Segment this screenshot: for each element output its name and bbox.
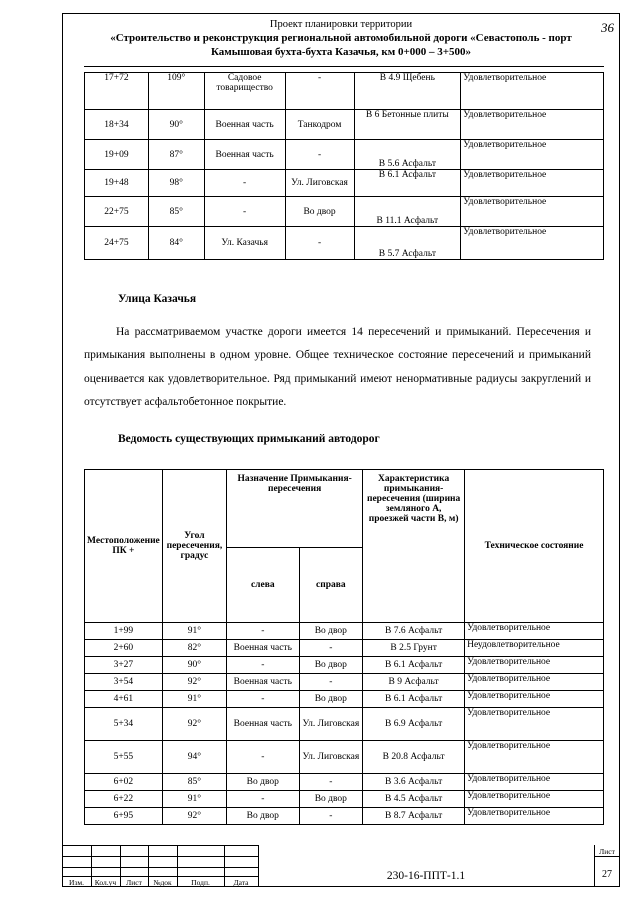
table1-cell: Ул. Казачья <box>204 227 285 260</box>
table2-cell: В 6.1 Асфальт <box>363 657 465 674</box>
table2-cell: Удовлетворительное <box>465 808 604 825</box>
document-code: 230-16-ППТ-1.1 <box>386 870 466 882</box>
junctions-table <box>84 469 604 825</box>
page-header <box>62 18 620 59</box>
table1-cell: - <box>204 197 285 227</box>
table1-row <box>85 227 604 260</box>
table2-cell: 82° <box>162 640 226 657</box>
sheet-number: 27 <box>602 869 612 880</box>
table2-cell: 92° <box>162 808 226 825</box>
table2-cell: Неудовлетворительное <box>465 640 604 657</box>
table2-cell: 92° <box>162 674 226 691</box>
table1-cell: В 5.6 Асфальт <box>354 140 461 170</box>
table2-cell: - <box>299 808 363 825</box>
header-left: слева <box>227 548 299 623</box>
table1-cell: Удовлетворительное <box>461 73 604 110</box>
table2-cell: В 20.8 Асфальт <box>363 741 465 774</box>
table1-cell: Удовлетворительное <box>461 197 604 227</box>
table1-cell: Военная часть <box>204 140 285 170</box>
table2-cell: Удовлетворительное <box>465 708 604 741</box>
table2-cell: Во двор <box>227 774 299 791</box>
table2-cell: 91° <box>162 791 226 808</box>
table2-cell: Военная часть <box>227 640 299 657</box>
table2-cell: Военная часть <box>227 674 299 691</box>
table2-cell: 6+22 <box>85 791 163 808</box>
header-right: справа <box>299 548 363 623</box>
table2-row <box>85 708 604 741</box>
table1-cell: Военная часть <box>204 110 285 140</box>
header-condition: Техническое состояние <box>465 470 604 623</box>
table1-cell: 19+09 <box>85 140 149 170</box>
stamp-label-kol: Кол.уч <box>94 878 117 887</box>
table2-cell: В 4.5 Асфальт <box>363 791 465 808</box>
table2-cell: 5+55 <box>85 741 163 774</box>
table2-cell: Во двор <box>227 808 299 825</box>
table1-cell: В 11.1 Асфальт <box>354 197 461 227</box>
table2-row <box>85 774 604 791</box>
table1-cell: 98° <box>148 170 204 197</box>
table2-cell: Удовлетворительное <box>465 774 604 791</box>
table2-cell: В 7.6 Асфальт <box>363 623 465 640</box>
table1-cell: Во двор <box>285 197 354 227</box>
header-angle: Угол пересечения, градус <box>162 470 226 623</box>
table1-cell: 24+75 <box>85 227 149 260</box>
table2-cell: 85° <box>162 774 226 791</box>
table2-cell: Удовлетворительное <box>465 623 604 640</box>
table2-cell: Удовлетворительное <box>465 674 604 691</box>
table1-cell: - <box>204 170 285 197</box>
table2-row <box>85 808 604 825</box>
table1-row <box>85 140 604 170</box>
table2-cell: 2+60 <box>85 640 163 657</box>
table1-cell: - <box>285 227 354 260</box>
table1-cell: Ул. Лиговская <box>285 170 354 197</box>
stamp-label-podp: Подп. <box>191 878 210 887</box>
table1-cell: 18+34 <box>85 110 149 140</box>
table2-cell: В 6.1 Асфальт <box>363 691 465 708</box>
table2-cell: 92° <box>162 708 226 741</box>
page-number: 36 <box>601 20 614 35</box>
table2-cell: Удовлетворительное <box>465 791 604 808</box>
table2-cell: 91° <box>162 691 226 708</box>
table1-cell: Удовлетворительное <box>461 170 604 197</box>
table2-cell: 6+95 <box>85 808 163 825</box>
table2-row <box>85 623 604 640</box>
table1-row <box>85 110 604 140</box>
table2-cell: 4+61 <box>85 691 163 708</box>
table2-row <box>85 657 604 674</box>
table1-cell: 109° <box>148 73 204 110</box>
header-line1: Проект планировки территории <box>269 19 413 30</box>
header-purpose: Назначение Примыкания-пересечения <box>227 470 363 548</box>
table1-cell: 17+72 <box>85 73 149 110</box>
table2-cell: 5+34 <box>85 708 163 741</box>
table2-cell: Удовлетворительное <box>465 741 604 774</box>
table2-cell: - <box>299 774 363 791</box>
table2-row <box>85 640 604 657</box>
table1-cell: Садовое товарищество <box>204 73 285 110</box>
title-block <box>62 845 620 887</box>
table1-cell: 85° <box>148 197 204 227</box>
table1-cell: - <box>285 140 354 170</box>
table2-title: Ведомость существующих примыканий автодорог <box>118 433 380 445</box>
table2-row <box>85 674 604 691</box>
stamp-label-ndoc: №док <box>153 878 172 887</box>
table2-cell: Военная часть <box>227 708 299 741</box>
table2-cell: - <box>227 623 299 640</box>
table1-cell: Танкодром <box>285 110 354 140</box>
table1-row <box>85 170 604 197</box>
table2-cell: - <box>227 741 299 774</box>
table1-cell: В 4.9 Щебень <box>354 73 461 110</box>
table2-cell: Ул. Лиговская <box>299 741 363 774</box>
table2-cell: - <box>227 691 299 708</box>
table1-cell: 84° <box>148 227 204 260</box>
table2-cell: - <box>299 674 363 691</box>
table2-cell: 3+54 <box>85 674 163 691</box>
table2-cell: 90° <box>162 657 226 674</box>
intersections-table-continued <box>84 72 604 260</box>
table2-cell: Ул. Лиговская <box>299 708 363 741</box>
header-line3: Камышовая бухта-бухта Казачья, км 0+000 – 3+500» <box>210 46 472 58</box>
table2-cell: В 8.7 Асфальт <box>363 808 465 825</box>
table2-cell: - <box>227 791 299 808</box>
table1-cell: 22+75 <box>85 197 149 227</box>
table2-cell: - <box>299 640 363 657</box>
table1-cell: Удовлетворительное <box>461 227 604 260</box>
table1-cell: 90° <box>148 110 204 140</box>
table2-cell: В 3.6 Асфальт <box>363 774 465 791</box>
table1-cell: 19+48 <box>85 170 149 197</box>
table1-cell: - <box>285 73 354 110</box>
header-divider <box>84 66 604 67</box>
table2-cell: - <box>227 657 299 674</box>
table2-cell: 6+02 <box>85 774 163 791</box>
header-location: Местоположение ПК + <box>85 470 163 623</box>
section-paragraph: На рассматриваемом участке дороги имеется 14 пересечений и примыканий. Пересечения и примыкания выполнены в одном уровне. Общее техническое состояние пересечений и примыканий оценивается как удовлетворительное. Ряд примыканий имеют ненормативные радиусы закруглений и отсутствует асфальтобетонное покрытие. <box>84 326 591 409</box>
table1-row <box>85 73 604 110</box>
stamp-label-izm: Изм. <box>69 878 84 887</box>
table2-cell: Удовлетворительное <box>465 691 604 708</box>
table2-cell: В 6.9 Асфальт <box>363 708 465 741</box>
section-title: Улица Казачья <box>118 293 197 305</box>
table2-cell: 3+27 <box>85 657 163 674</box>
table1-row <box>85 197 604 227</box>
table1-cell: В 6.1 Асфальт <box>354 170 461 197</box>
table2-cell: Во двор <box>299 657 363 674</box>
table2-cell: Во двор <box>299 691 363 708</box>
table1-cell: Удовлетворительное <box>461 140 604 170</box>
header-line2: «Строительство и реконструкция региональной автомобильной дороги «Севастополь - порт <box>110 32 572 44</box>
table2-cell: Удовлетворительное <box>465 657 604 674</box>
table2-cell: В 9 Асфальт <box>363 674 465 691</box>
sheet-label: Лист <box>599 847 615 856</box>
stamp-label-data: Дата <box>233 878 249 887</box>
table2-row <box>85 791 604 808</box>
table2-row <box>85 691 604 708</box>
stamp-label-list: Лист <box>126 878 142 887</box>
table2-cell: В 2.5 Грунт <box>363 640 465 657</box>
table2-cell: 94° <box>162 741 226 774</box>
header-characteristic: Характеристика примыкания-пересечения (ширина земляного А, проезжей части В, м) <box>363 470 465 623</box>
table2-cell: Во двор <box>299 791 363 808</box>
table2-cell: 1+99 <box>85 623 163 640</box>
table1-cell: Удовлетворительное <box>461 110 604 140</box>
table1-cell: В 5.7 Асфальт <box>354 227 461 260</box>
table2-cell: Во двор <box>299 623 363 640</box>
table2-row <box>85 741 604 774</box>
table1-cell: 87° <box>148 140 204 170</box>
table1-cell: В 6 Бетонные плиты <box>354 110 461 140</box>
table2-cell: 91° <box>162 623 226 640</box>
